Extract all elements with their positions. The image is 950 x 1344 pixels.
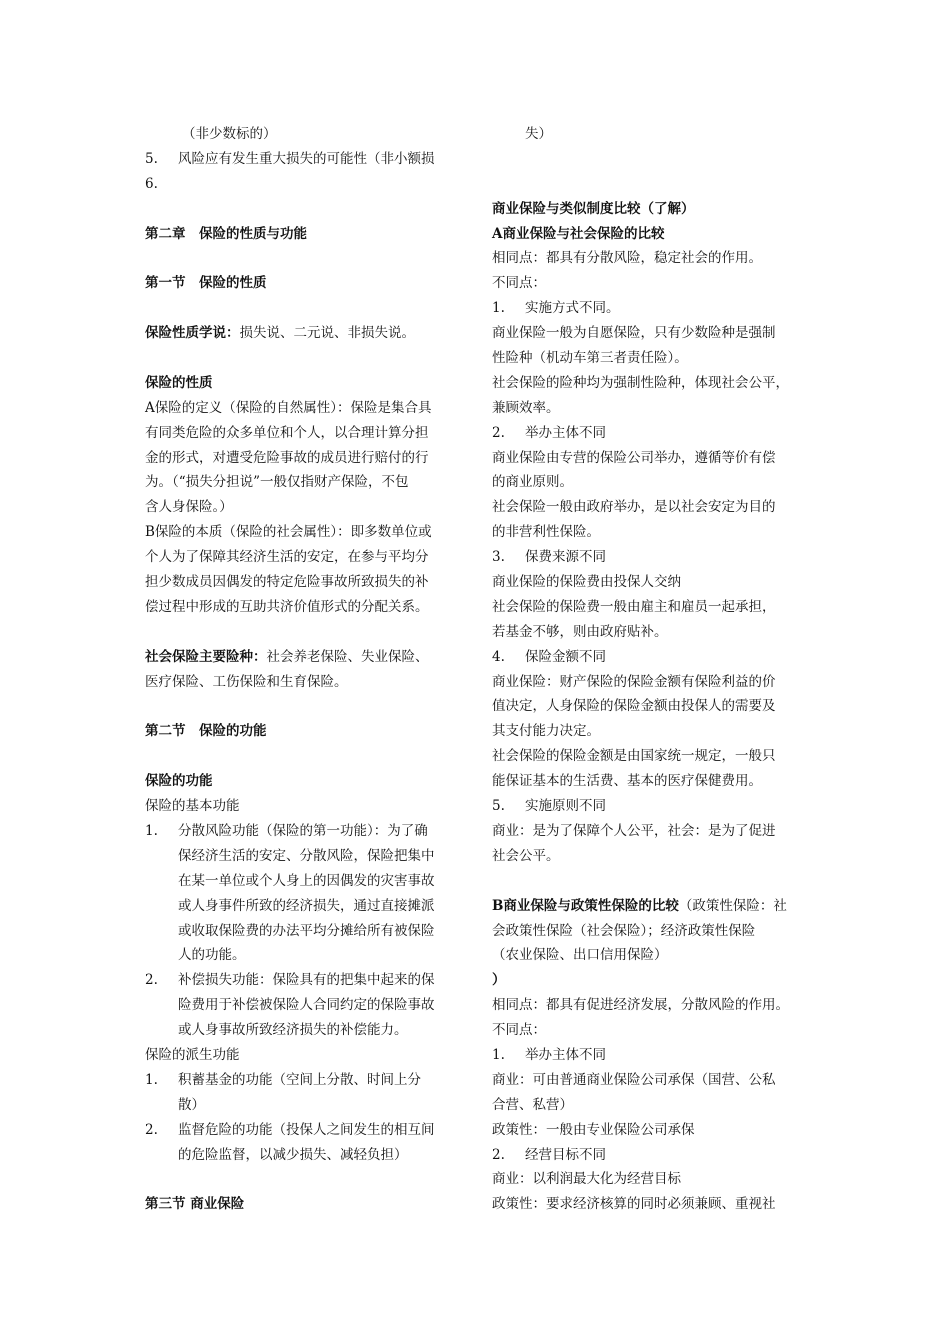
text-line: 若基金不够，则由政府贴补。 bbox=[492, 623, 668, 640]
list-continuation: 保经济生活的安定、分散风险，保险把集中 bbox=[178, 847, 435, 864]
text-line: 商业：是为了保障个人公平，社会：是为了促进 bbox=[492, 822, 776, 839]
text-line: 相同点：都具有促进经济发展，分散风险的作用。 bbox=[492, 997, 789, 1014]
list-continuation: 险费用于补偿被保险人合同约定的保险事故 bbox=[178, 997, 435, 1014]
text-line: 相同点：都具有分散风险，稳定社会的作用。 bbox=[492, 250, 762, 267]
list-text: 实施原则不同 bbox=[525, 798, 606, 815]
text-line: B保险的本质（保险的社会属性）：即多数单位或 bbox=[145, 524, 432, 541]
right-column bbox=[492, 122, 814, 1217]
list-continuation: 的危险监督，以减少损失、减轻负担） bbox=[178, 1146, 408, 1163]
text-line: 商业保险一般为自愿保险，只有少数险种是强制 bbox=[492, 325, 776, 342]
text-line: 兼顾效率。 bbox=[492, 399, 560, 416]
list-item bbox=[145, 1068, 463, 1093]
comparison-b-note: （政策性保险：社 bbox=[678, 897, 787, 914]
comparison-heading: 商业保险与类似制度比较（了解） bbox=[492, 200, 695, 217]
list-text: 补偿损失功能：保险具有的把集中起来的保 bbox=[178, 972, 435, 989]
list-continuation: 人的功能。 bbox=[178, 947, 246, 964]
list-item bbox=[145, 819, 463, 844]
list-continuation: 在某一单位或个人身上的因偶发的灾害事故 bbox=[178, 872, 435, 889]
list-text: 积蓄基金的功能（空间上分散、时间上分 bbox=[178, 1071, 421, 1088]
list-text: 风险应有发生重大损失的可能性（非小额损 bbox=[178, 150, 435, 167]
text-line: 社会公平。 bbox=[492, 847, 560, 864]
comparison-b-title: B商业保险与政策性保险的比较 bbox=[492, 897, 679, 914]
function-heading: 保险的功能 bbox=[145, 773, 213, 790]
theory-text: 损失说、二元说、非损失说。 bbox=[239, 325, 415, 342]
list-number: 5. bbox=[492, 798, 505, 815]
text-line: 担少数成员因偶发的特定危险事故所致损失的补 bbox=[145, 574, 429, 591]
list-continuation: 或人身事件所致的经济损失，通过直接摊派 bbox=[178, 897, 435, 914]
text-line: 为。（“损失分担说”一般仅指财产保险，不包 bbox=[145, 474, 409, 491]
text-line: 医疗保险、工伤保险和生育保险。 bbox=[145, 673, 348, 690]
list-item bbox=[492, 296, 814, 321]
text-line: 性险种（机动车第三者责任险）。 bbox=[492, 350, 688, 367]
list-text: 经营目标不同 bbox=[525, 1146, 606, 1163]
list-text: 实施方式不同。 bbox=[525, 300, 620, 317]
text-line: 商业：可由普通商业保险公司承保（国营、公私 bbox=[492, 1071, 776, 1088]
subheading: 保险的派生功能 bbox=[145, 1046, 240, 1063]
comparison-b-heading bbox=[492, 894, 814, 919]
text-line: 其支付能力决定。 bbox=[492, 723, 600, 740]
list-item bbox=[145, 147, 463, 172]
text-line: 值决定，人身保险的保险金额由投保人的需要及 bbox=[492, 698, 776, 715]
comparison-a-heading: A商业保险与社会保险的比较 bbox=[492, 225, 665, 242]
list-number: 1. bbox=[145, 822, 158, 839]
social-label: 社会保险主要险种： bbox=[145, 648, 267, 665]
text-line: 偿过程中形成的互助共济价值形式的分配关系。 bbox=[145, 598, 429, 615]
list-item bbox=[492, 545, 814, 570]
list-text: 举办主体不同 bbox=[525, 1046, 606, 1063]
text-line: 社会保险的保险费一般由雇主和雇员一起承担， bbox=[492, 598, 776, 615]
list-continuation: 散） bbox=[178, 1096, 205, 1113]
theory-label: 保险性质学说： bbox=[145, 325, 240, 342]
text-line: 商业保险：财产保险的保险金额有保险利益的价 bbox=[492, 673, 776, 690]
text-line: 有同类危险的众多单位和个人，以合理计算分担 bbox=[145, 424, 429, 441]
social-text: 社会养老保险、失业保险、 bbox=[266, 648, 429, 665]
text-line: 6. bbox=[145, 175, 158, 192]
list-number: 1. bbox=[145, 1071, 158, 1088]
text-line: 不同点： bbox=[492, 275, 546, 292]
chapter-heading: 第二章 保险的性质与功能 bbox=[145, 225, 307, 242]
text-line: 政策性：要求经济核算的同时必须兼顾、重视社 bbox=[492, 1196, 776, 1213]
list-number: 2. bbox=[145, 1121, 158, 1138]
list-continuation: 或人身事故所致经济损失的补偿能力。 bbox=[178, 1022, 408, 1039]
list-number: 1. bbox=[492, 1046, 505, 1063]
text-line: A保险的定义（保险的自然属性）：保险是集合具 bbox=[145, 399, 432, 416]
list-number: 4. bbox=[492, 648, 505, 665]
text-line: 的非营利性保险。 bbox=[492, 524, 600, 541]
list-item bbox=[492, 645, 814, 670]
list-text: 举办主体不同 bbox=[525, 424, 606, 441]
section-heading: 第三节 商业保险 bbox=[145, 1196, 245, 1213]
text-line: （非少数标的） bbox=[182, 126, 277, 142]
text-line: 能保证基本的生活费、基本的医疗保健费用。 bbox=[492, 773, 762, 790]
text-line: ） bbox=[492, 972, 506, 989]
left-column bbox=[145, 122, 463, 1217]
text-line: 个人为了保障其经济生活的安定，在参与平均分 bbox=[145, 549, 429, 566]
text-line: 社会保险的险种均为强制性险种，体现社会公平， bbox=[492, 374, 789, 391]
text-line: 金的形式，对遭受危险事故的成员进行赔付的行 bbox=[145, 449, 429, 466]
list-number: 2. bbox=[145, 972, 158, 989]
social-insurance-paragraph bbox=[145, 645, 463, 670]
text-line: 社会保险一般由政府举办，是以社会安定为目的 bbox=[492, 499, 776, 516]
text-line: 含人身保险。） bbox=[145, 499, 233, 516]
text-line: 商业保险由专营的保险公司举办，遵循等价有偿 bbox=[492, 449, 776, 466]
text-line: 社会保险的保险金额是由国家统一规定，一般只 bbox=[492, 748, 776, 765]
text-line: （农业保险、出口信用保险） bbox=[492, 947, 668, 964]
list-text: 监督危险的功能（投保人之间发生的相互间 bbox=[178, 1121, 435, 1138]
list-number: 3. bbox=[492, 549, 505, 566]
text-line: 政策性：一般由专业保险公司承保 bbox=[492, 1121, 695, 1138]
list-item bbox=[492, 1043, 814, 1068]
list-text: 保费来源不同 bbox=[525, 549, 606, 566]
text-line: 商业：以利润最大化为经营目标 bbox=[492, 1171, 681, 1188]
list-text: 分散风险功能（保险的第一功能）：为了确 bbox=[178, 822, 428, 839]
theory-paragraph bbox=[145, 321, 463, 346]
list-item bbox=[492, 421, 814, 446]
text-line: 商业保险的保险费由投保人交纳 bbox=[492, 574, 681, 591]
list-item bbox=[145, 968, 463, 993]
list-number: 1. bbox=[492, 300, 505, 317]
text-line: 失） bbox=[525, 126, 552, 142]
list-continuation: 或收取保险费的办法平均分摊给所有被保险 bbox=[178, 922, 435, 939]
list-item bbox=[145, 1118, 463, 1143]
text-line: 合营、私营） bbox=[492, 1096, 573, 1113]
list-item bbox=[492, 1143, 814, 1168]
list-number: 5. bbox=[145, 150, 158, 167]
list-number: 2. bbox=[492, 424, 505, 441]
nature-heading: 保险的性质 bbox=[145, 374, 213, 391]
text-line: 会政策性保险（社会保险）；经济政策性保险 bbox=[492, 922, 756, 939]
list-item bbox=[492, 794, 814, 819]
list-text: 保险金额不同 bbox=[525, 648, 606, 665]
subheading: 保险的基本功能 bbox=[145, 798, 240, 815]
text-line: 的商业原则。 bbox=[492, 474, 573, 491]
section-heading: 第一节 保险的性质 bbox=[145, 275, 267, 292]
text-line: 不同点： bbox=[492, 1022, 546, 1039]
list-number: 2. bbox=[492, 1146, 505, 1163]
section-heading: 第二节 保险的功能 bbox=[145, 723, 267, 740]
